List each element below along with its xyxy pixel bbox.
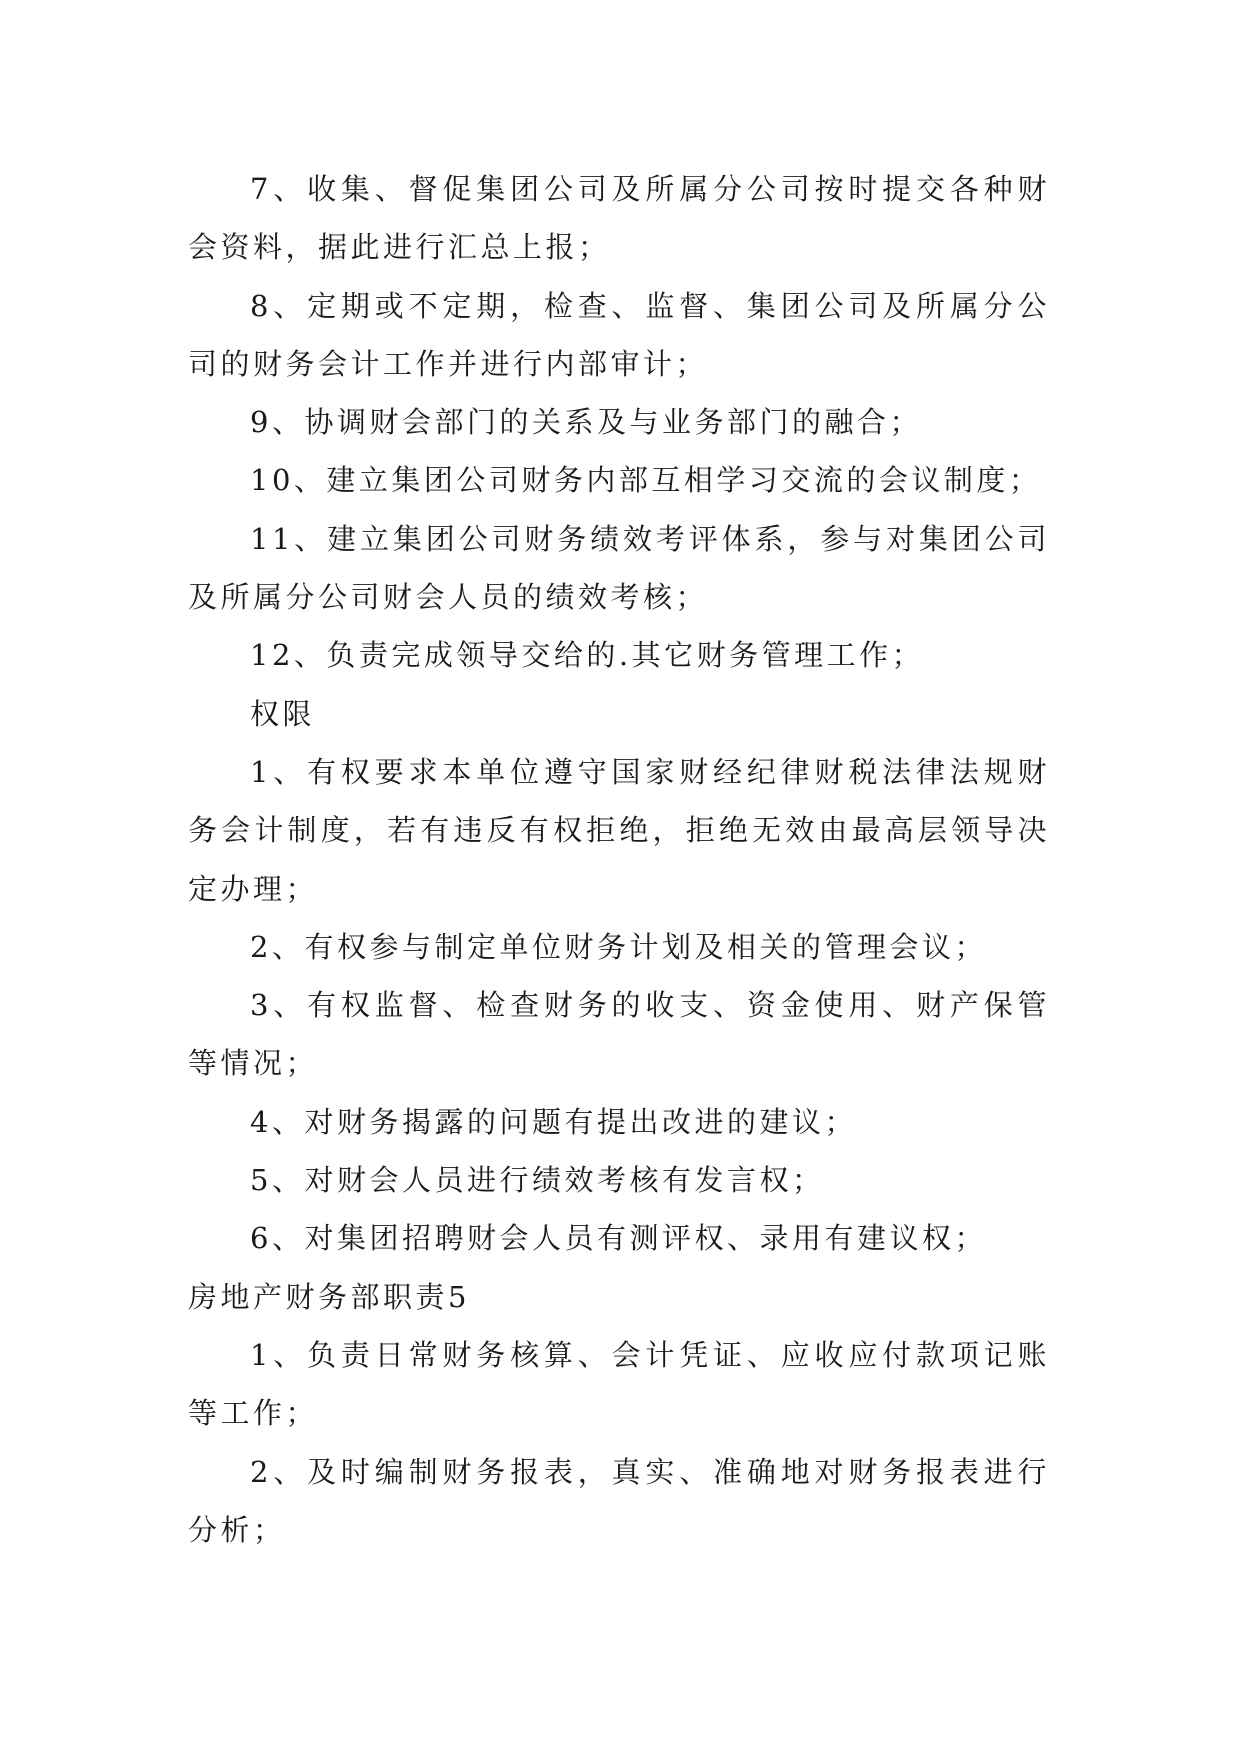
- authority-item-5: 5、对财会人员进行绩效考核有发言权；: [250, 1163, 825, 1198]
- authority-heading: 权限: [250, 696, 316, 731]
- paragraph-item-11: 11、建立集团公司财务绩效考评体系，参与对集团公司及所属分公司财会人员的绩效考核；: [188, 521, 1050, 615]
- section-item-2: 2、及时编制财务报表，真实、准确地对财务报表进行分析；: [188, 1454, 1050, 1547]
- paragraph-item-12: 12、负责完成领导交给的.其它财务管理工作；: [250, 638, 925, 673]
- authority-item-4: 4、对财务揭露的问题有提出改进的建议；: [250, 1104, 857, 1139]
- authority-item-3: 3、有权监督、检查财务的收支、资金使用、财产保管等情况；: [188, 988, 1050, 1081]
- paragraph-item-9: 9、协调财会部门的关系及与业务部门的融合；: [250, 405, 922, 440]
- authority-item-2: 2、有权参与制定单位财务计划及相关的管理会议；: [250, 929, 987, 964]
- paragraph-item-7: 7、收集、督促集团公司及所属分公司按时提交各种财会资料，据此进行汇总上报；: [188, 172, 1050, 265]
- paragraph-item-10: 10、建立集团公司财务内部互相学习交流的会议制度；: [250, 463, 1042, 498]
- authority-item-1: 1、有权要求本单位遵守国家财经纪律财税法律法规财务会计制度，若有违反有权拒绝，拒绝无效由最高层领导决定办理；: [188, 754, 1050, 906]
- section-item-1: 1、负责日常财务核算、会计凭证、应收应付款项记账等工作；: [188, 1337, 1050, 1431]
- section-title: 房地产财务部职责5: [188, 1279, 470, 1314]
- authority-item-6: 6、对集团招聘财会人员有测评权、录用有建议权；: [250, 1221, 987, 1256]
- document-body: [188, 160, 1050, 1559]
- paragraph-item-8: 8、定期或不定期，检查、监督、集团公司及所属分公司的财务会计工作并进行内部审计；: [188, 288, 1050, 381]
